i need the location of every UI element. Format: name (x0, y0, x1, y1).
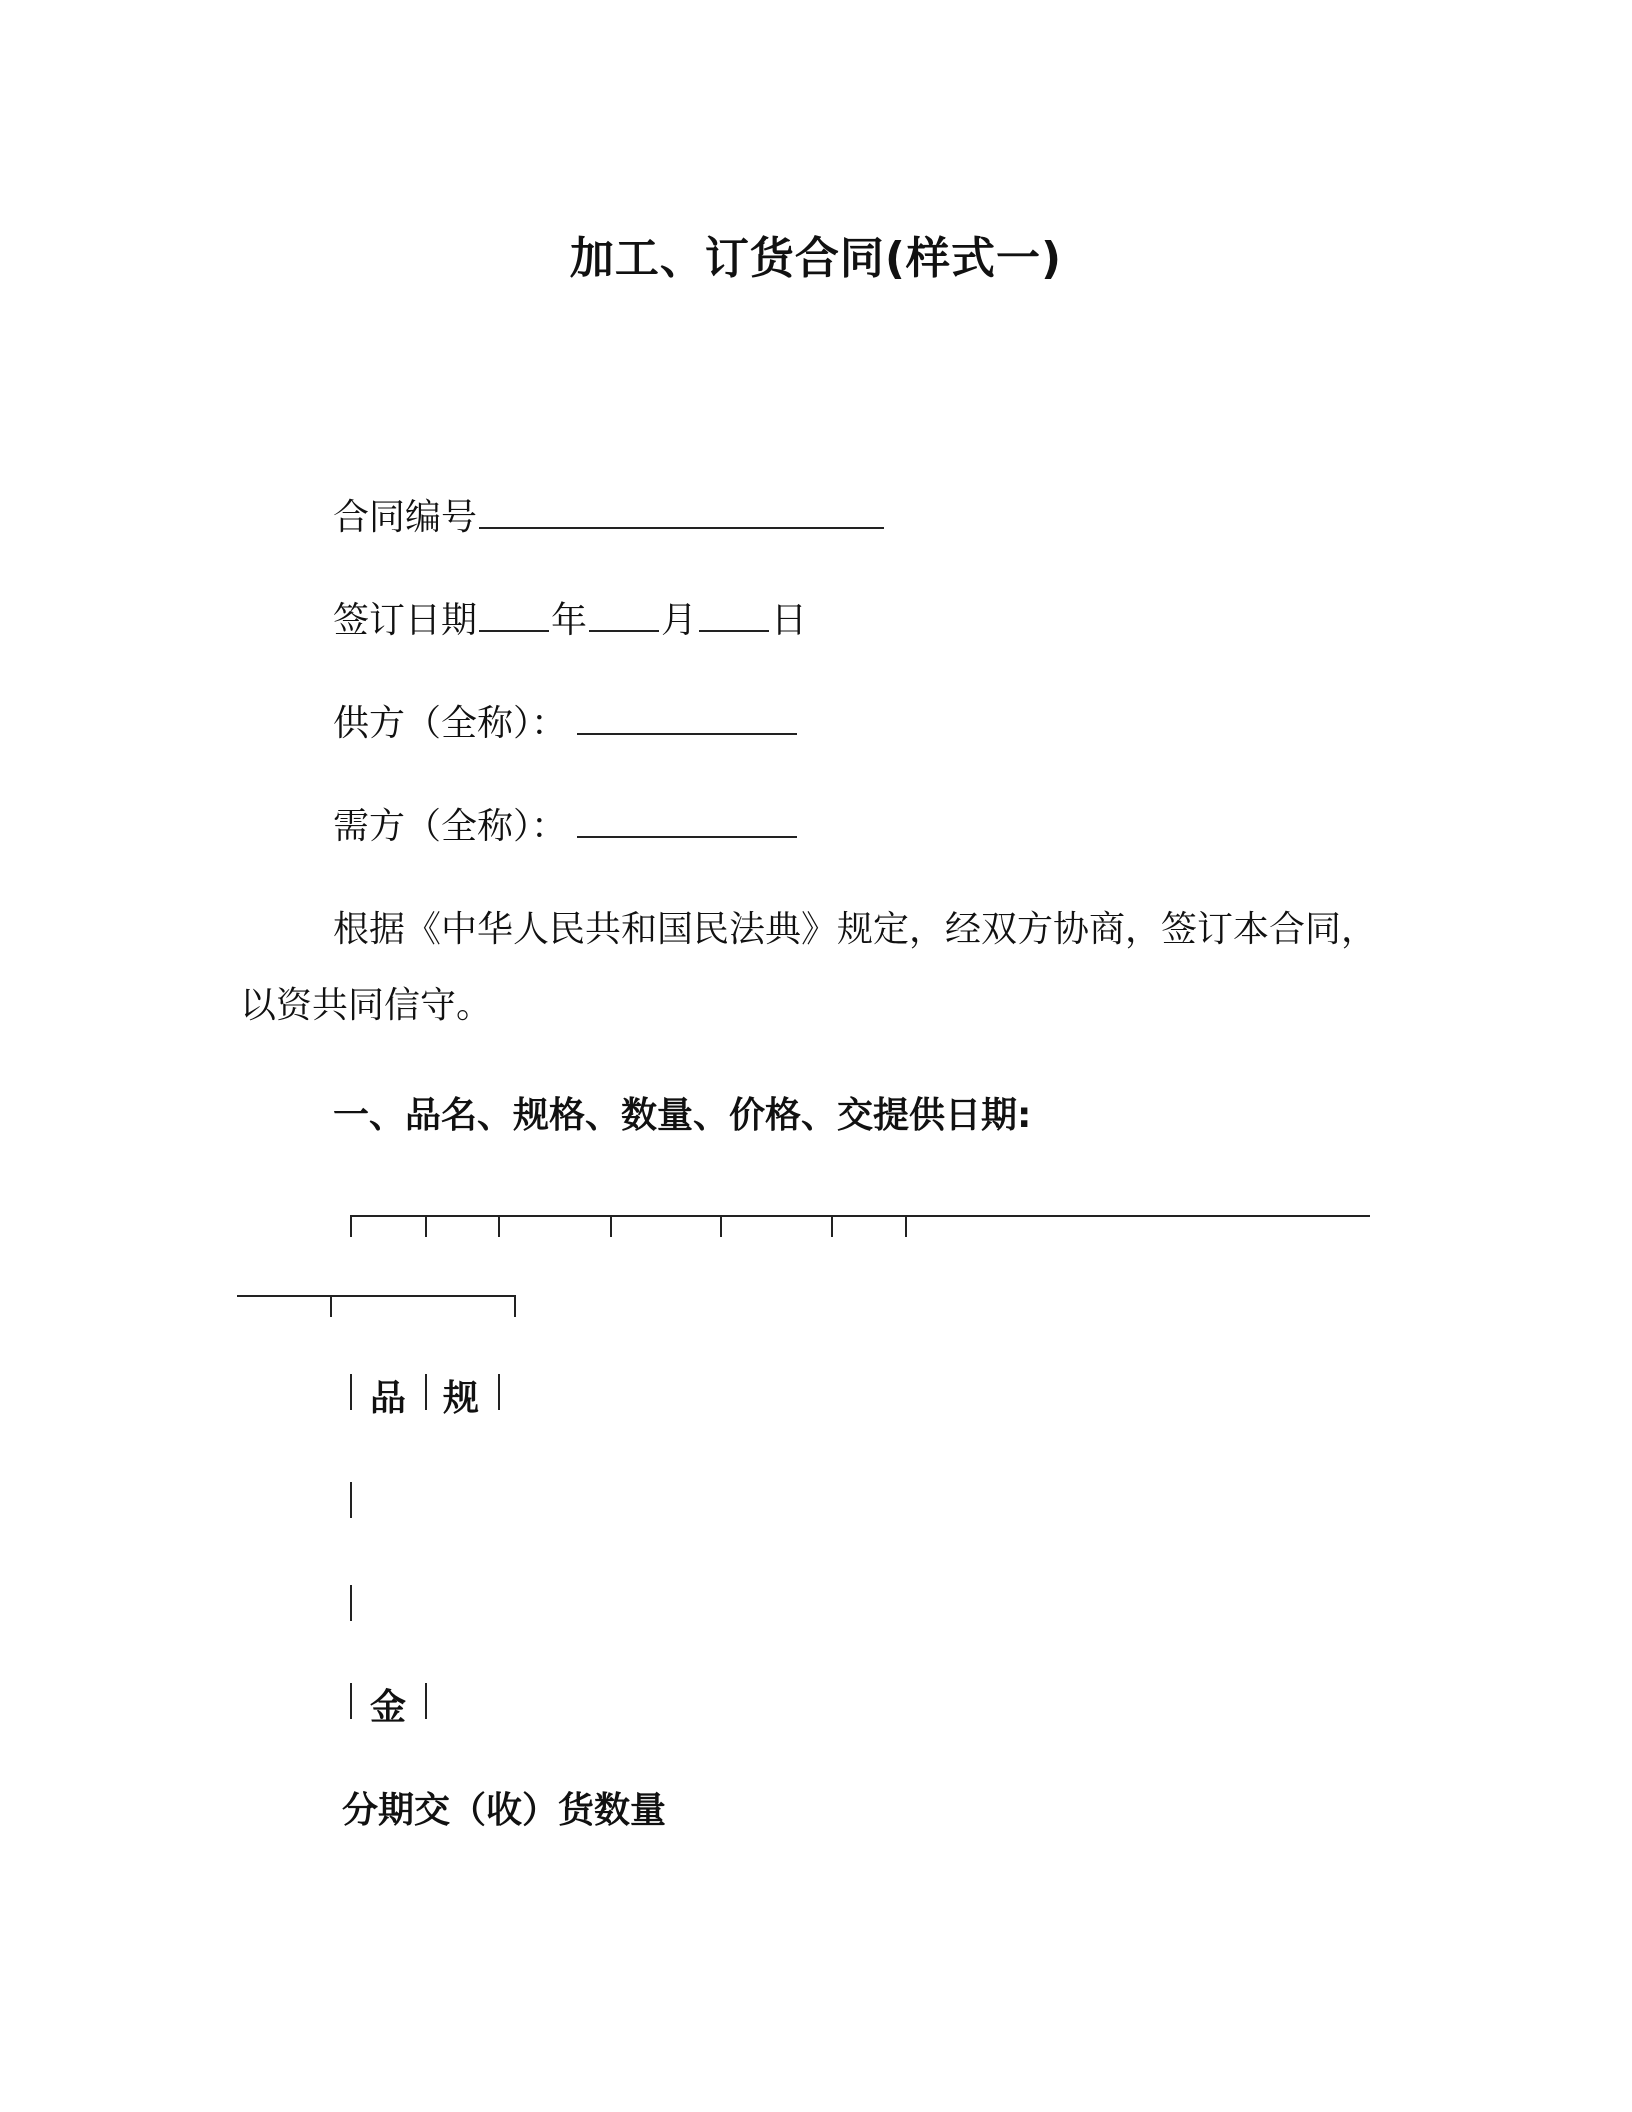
table-cell-divider (498, 1374, 500, 1410)
table-cell-divider (350, 1585, 352, 1621)
table-cell-jin: 金 (370, 1687, 407, 1728)
table-tick (514, 1295, 516, 1317)
table-cell-pin: 品 (370, 1378, 407, 1419)
sign-date-label: 签订日期 (333, 600, 478, 641)
sign-day-field[interactable] (699, 598, 769, 632)
table-tick (720, 1215, 722, 1237)
table-cell-divider (350, 1683, 352, 1719)
month-label: 月 (661, 600, 698, 641)
sign-date-row (333, 597, 807, 645)
sign-month-field[interactable] (589, 598, 659, 632)
table-tick (610, 1215, 612, 1237)
section-1-heading: 一、品名、规格、数量、价格、交提供日期: (333, 1095, 1032, 1136)
table-tick (905, 1215, 907, 1237)
buyer-row (333, 803, 799, 851)
table-top-rule (350, 1215, 1370, 1217)
year-label: 年 (551, 600, 588, 641)
supplier-field[interactable] (577, 701, 797, 735)
table-cell-gui: 规 (443, 1378, 480, 1419)
supplier-label: 供方（全称）： (333, 703, 568, 744)
table-tick (330, 1295, 332, 1317)
table-tick (498, 1215, 500, 1237)
day-label: 日 (771, 600, 808, 641)
buyer-label: 需方（全称）： (333, 806, 568, 847)
table-cell-divider (350, 1482, 352, 1518)
contract-number-field[interactable] (479, 495, 884, 529)
table-tick (425, 1215, 427, 1237)
table-cell-divider (350, 1374, 352, 1410)
contract-number-label: 合同编号 (333, 497, 478, 538)
table-cell-divider (425, 1683, 427, 1719)
document-title: 加工、订货合同(样式一) (569, 233, 1063, 284)
preamble-line-1: 根据《中华人民共和国民法典》规定，经双方协商，签订本合同， (333, 909, 1378, 950)
table-tick (831, 1215, 833, 1237)
preamble-line-2: 以资共同信守。 (240, 985, 493, 1026)
table-tick (350, 1215, 352, 1237)
installment-label: 分期交（收）货数量 (342, 1790, 667, 1831)
buyer-field[interactable] (577, 804, 797, 838)
table-cell-divider (425, 1374, 427, 1410)
contract-number-row (333, 494, 886, 542)
table-continuation-rule (237, 1295, 515, 1297)
sign-year-field[interactable] (479, 598, 549, 632)
supplier-row (333, 700, 799, 748)
